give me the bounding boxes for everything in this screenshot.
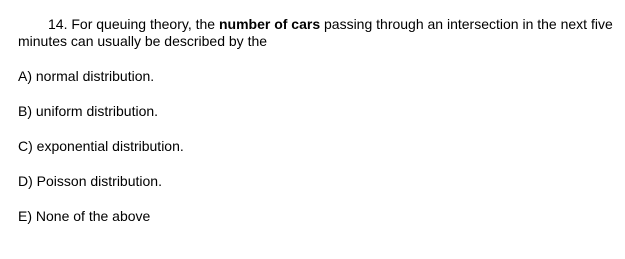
option-text: Poisson distribution.: [36, 173, 162, 189]
question-text: [18, 16, 618, 50]
option-text: uniform distribution.: [35, 103, 159, 119]
option-text: None of the above: [35, 208, 151, 224]
option-b: [18, 103, 184, 138]
question-number: 14.: [48, 16, 68, 32]
option-e: [18, 208, 184, 243]
question-text-before: For queuing theory, the: [71, 16, 216, 32]
option-a: [18, 68, 184, 103]
option-text: normal distribution.: [35, 68, 155, 84]
option-text: exponential distribution.: [36, 138, 184, 154]
option-label: C): [18, 138, 33, 154]
option-label: B): [18, 103, 32, 119]
answer-options: [18, 68, 184, 243]
option-label: E): [18, 208, 32, 224]
option-label: A): [18, 68, 32, 84]
option-label: D): [18, 173, 33, 189]
option-c: [18, 138, 184, 173]
option-d: [18, 173, 184, 208]
question-text-after: passing through an intersection in the next five minutes can usually be described by the: [18, 16, 613, 49]
question-bold-phrase: number of cars: [218, 16, 321, 32]
